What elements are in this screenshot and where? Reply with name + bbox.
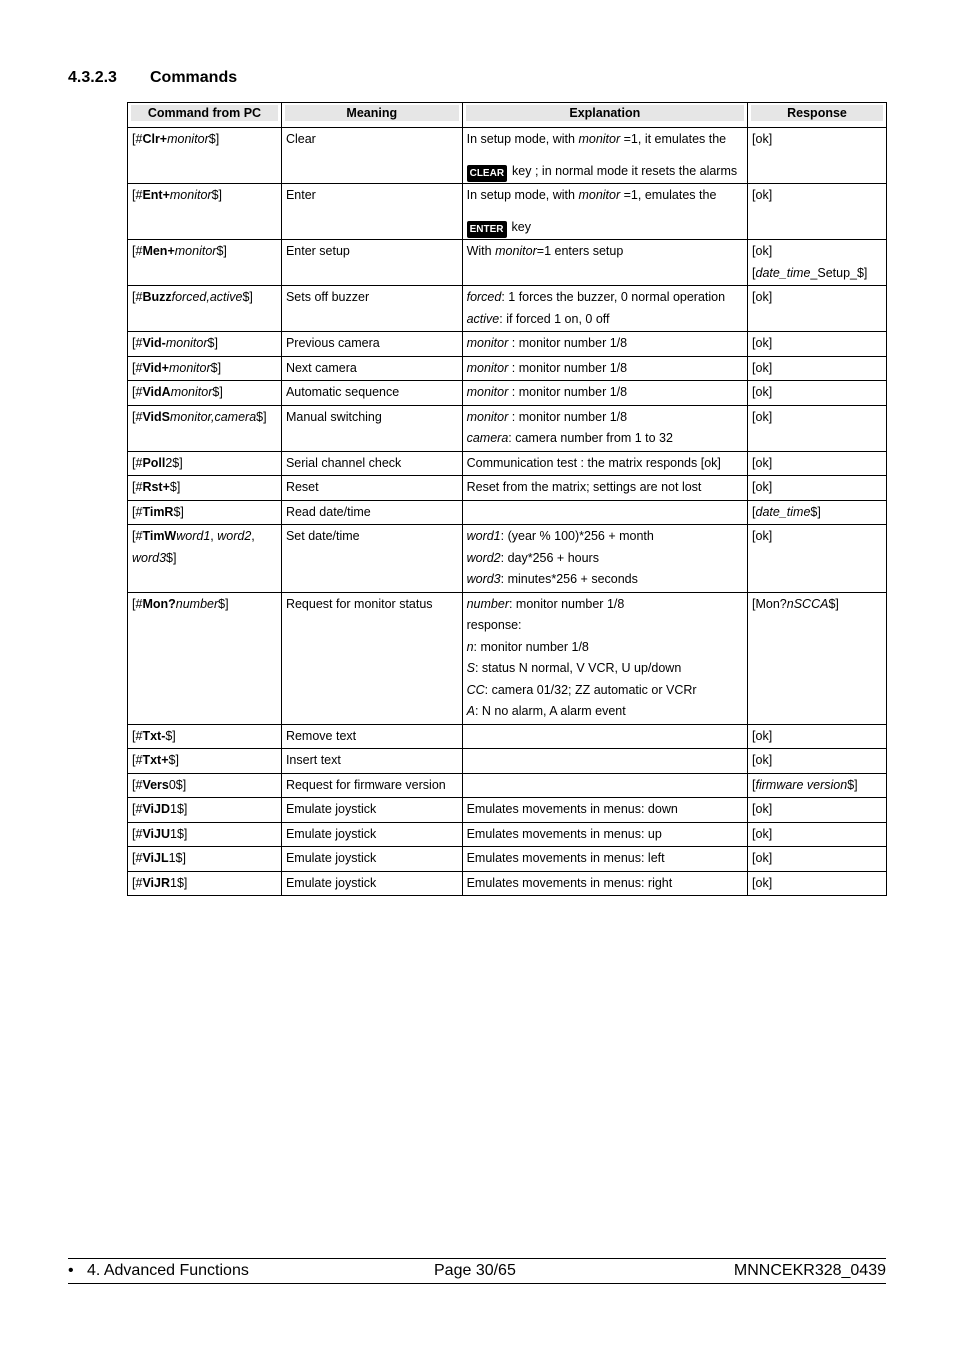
command-part: Mon? — [142, 596, 176, 611]
enter-key-icon: ENTER — [467, 221, 507, 238]
response-line: [ok] — [752, 851, 773, 865]
response-cell — [748, 405, 887, 451]
response-cell — [748, 500, 887, 525]
table-row — [128, 822, 887, 847]
explanation-cell — [462, 724, 747, 749]
commands-table — [127, 102, 887, 896]
explanation-cell — [462, 451, 747, 476]
table-row — [128, 128, 887, 184]
command-part: [# — [132, 132, 143, 146]
response-line: [ok] — [752, 529, 773, 543]
table-row — [128, 286, 887, 332]
command-part: 1$] — [170, 826, 188, 841]
command-part: $] — [166, 550, 177, 565]
meaning-cell: Enter setup — [281, 240, 462, 286]
command-part: VidA — [142, 385, 171, 399]
explanation-line: monitor : monitor number 1/8 — [466, 385, 628, 399]
command-part: monitor — [169, 188, 212, 202]
response-cell — [748, 240, 887, 286]
response-cell — [748, 749, 887, 774]
explanation-line: ENTER key — [467, 217, 744, 239]
explanation-cell — [462, 286, 747, 332]
explanation-line: S: status N normal, V VCR, U up/down — [466, 661, 682, 675]
command-cell — [128, 847, 282, 872]
explanation-line: monitor : monitor number 1/8 — [466, 336, 628, 350]
meaning-cell: Request for firmware version — [281, 773, 462, 798]
command-cell — [128, 356, 282, 381]
command-part: $] — [211, 188, 222, 202]
command-part: Vid+ — [142, 360, 169, 375]
explanation-line: forced: 1 forces the buzzer, 0 normal operation — [466, 290, 726, 304]
explanation-line: word3: minutes*256 + seconds — [466, 572, 638, 586]
section-heading — [68, 69, 237, 87]
explanation-line: active: if forced 1 on, 0 off — [466, 311, 610, 326]
response-line: [Mon?nSCCA$] — [752, 596, 839, 611]
response-line: [ok] — [752, 336, 773, 350]
command-cell — [128, 525, 282, 593]
command-part: [# — [132, 455, 143, 470]
command-part: $] — [242, 290, 253, 304]
response-cell — [748, 525, 887, 593]
explanation-cell — [462, 405, 747, 451]
table-row — [128, 773, 887, 798]
response-cell — [748, 773, 887, 798]
table-row — [128, 847, 887, 872]
table-row — [128, 184, 887, 240]
command-cell — [128, 405, 282, 451]
command-part: [# — [132, 875, 143, 890]
response-cell — [748, 356, 887, 381]
response-cell — [748, 286, 887, 332]
explanation-cell — [462, 381, 747, 406]
command-cell — [128, 128, 282, 184]
response-line: [ok] — [752, 802, 773, 816]
response-cell — [748, 128, 887, 184]
explanation-line: Emulates movements in menus: up — [466, 826, 662, 841]
command-part: [# — [132, 385, 143, 399]
command-part: VidS — [142, 409, 170, 424]
command-part: Clr+ — [142, 132, 168, 146]
meaning-cell: Next camera — [281, 356, 462, 381]
response-line: [ok] — [752, 385, 773, 399]
command-part: word1 — [176, 529, 211, 543]
command-part: [# — [132, 336, 143, 350]
explanation-cell — [462, 240, 747, 286]
explanation-line: Emulates movements in menus: left — [466, 851, 665, 865]
command-part: [# — [132, 290, 143, 304]
command-part: monitor — [167, 132, 209, 146]
command-part: [# — [132, 360, 143, 375]
command-part: ViJU — [142, 826, 171, 841]
table-row — [128, 332, 887, 357]
meaning-cell: Emulate joystick — [281, 822, 462, 847]
explanation-cell — [462, 798, 747, 823]
command-cell — [128, 500, 282, 525]
table-row — [128, 240, 887, 286]
command-part: monitor — [170, 385, 213, 399]
explanation-line: CLEAR key ; in normal mode it resets the alarms — [467, 161, 744, 183]
command-cell — [128, 381, 282, 406]
command-part: 1$] — [170, 802, 188, 816]
command-part: monitor — [168, 360, 211, 375]
meaning-cell: Remove text — [281, 724, 462, 749]
explanation-line: CC: camera 01/32; ZZ automatic or VCRr — [466, 682, 697, 697]
table-row — [128, 724, 887, 749]
command-part: [# — [132, 480, 143, 494]
table-row — [128, 871, 887, 896]
command-part: $] — [168, 753, 179, 767]
table-row — [128, 592, 887, 724]
command-part: [# — [132, 851, 143, 865]
explanation-line: number: monitor number 1/8 — [466, 596, 625, 611]
command-part: $] — [173, 504, 184, 519]
command-part: Rst+ — [142, 480, 170, 494]
table-header-row — [128, 103, 887, 128]
explanation-line: word2: day*256 + hours — [466, 550, 599, 565]
table-row — [128, 356, 887, 381]
command-part: Txt+ — [142, 753, 169, 767]
explanation-line: Emulates movements in menus: right — [466, 875, 673, 890]
meaning-cell: Emulate joystick — [281, 871, 462, 896]
explanation-cell — [462, 356, 747, 381]
explanation-line: In setup mode, with monitor =1, it emulates the — [466, 132, 727, 146]
table-row — [128, 525, 887, 593]
command-part: $] — [207, 336, 218, 350]
response-line: [ok] — [752, 360, 773, 375]
command-part: monitor — [165, 336, 208, 350]
command-part: 2$] — [165, 455, 183, 470]
response-line: [ok] — [752, 728, 773, 743]
command-cell — [128, 240, 282, 286]
explanation-cell — [462, 871, 747, 896]
response-cell — [748, 847, 887, 872]
response-line: [ok] — [752, 132, 773, 146]
command-part: Ent+ — [142, 188, 170, 202]
meaning-cell: Emulate joystick — [281, 798, 462, 823]
command-part: Vid- — [142, 336, 166, 350]
response-cell — [748, 822, 887, 847]
explanation-line: response: — [466, 618, 522, 632]
command-part: 0$] — [168, 777, 187, 792]
command-part: ViJR — [142, 875, 171, 890]
response-line: [date_time$] — [752, 504, 821, 519]
command-part: $] — [165, 728, 176, 743]
meaning-cell: Read date/time — [281, 500, 462, 525]
explanation-line: camera: camera number from 1 to 32 — [466, 431, 673, 445]
command-part: [# — [132, 596, 143, 611]
response-cell — [748, 871, 887, 896]
command-part: Men+ — [142, 244, 175, 258]
response-cell — [748, 798, 887, 823]
command-part: $] — [210, 360, 222, 375]
command-part: Txt- — [142, 728, 166, 743]
command-cell — [128, 822, 282, 847]
meaning-cell: Sets off buzzer — [281, 286, 462, 332]
table-row — [128, 749, 887, 774]
table-row — [128, 500, 887, 525]
command-part: [# — [132, 826, 143, 841]
table-row — [128, 451, 887, 476]
header-command: Command from PC — [128, 103, 282, 128]
footer-page-number: Page 30/65 — [434, 1262, 516, 1279]
explanation-line: n: monitor number 1/8 — [466, 639, 589, 654]
footer-bullet: • — [68, 1262, 74, 1279]
table-row — [128, 798, 887, 823]
command-part: $] — [169, 480, 181, 494]
response-line: [ok] — [752, 290, 773, 304]
command-part: , — [210, 529, 218, 543]
response-line: [ok] — [752, 455, 773, 470]
command-part: Vers — [142, 777, 169, 792]
explanation-cell — [462, 822, 747, 847]
response-line: [ok] — [752, 188, 773, 202]
response-cell — [748, 451, 887, 476]
command-part: [# — [132, 504, 143, 519]
command-part: monitor,camera — [170, 409, 257, 424]
command-part: TimR — [142, 504, 174, 519]
footer-doc-code: MNNCEKR328_0439 — [733, 1262, 886, 1279]
command-cell — [128, 871, 282, 896]
response-line: [date_time_Setup_$] — [752, 265, 868, 280]
explanation-cell — [462, 749, 747, 774]
command-part: Buzz — [142, 290, 172, 304]
explanation-line: In setup mode, with monitor =1, emulates the — [466, 188, 717, 202]
command-cell — [128, 184, 282, 240]
command-cell — [128, 476, 282, 501]
command-part: , — [251, 529, 255, 543]
command-cell — [128, 749, 282, 774]
command-part: word3 — [132, 550, 167, 565]
header-response: Response — [748, 103, 887, 128]
header-meaning: Meaning — [281, 103, 462, 128]
command-part: 1$] — [168, 851, 186, 865]
clear-key-icon: CLEAR — [467, 165, 507, 182]
response-cell — [748, 332, 887, 357]
meaning-cell: Automatic sequence — [281, 381, 462, 406]
meaning-cell: Clear — [281, 128, 462, 184]
response-cell — [748, 476, 887, 501]
explanation-line: monitor : monitor number 1/8 — [466, 409, 628, 424]
meaning-cell: Emulate joystick — [281, 847, 462, 872]
meaning-cell: Manual switching — [281, 405, 462, 451]
explanation-line: A: N no alarm, A alarm event — [466, 704, 626, 718]
explanation-cell — [462, 847, 747, 872]
meaning-cell: Reset — [281, 476, 462, 501]
meaning-cell: Enter — [281, 184, 462, 240]
explanation-cell — [462, 592, 747, 724]
command-cell — [128, 592, 282, 724]
command-part: 1$] — [170, 875, 188, 890]
response-line: [ok] — [752, 753, 773, 767]
command-part: [# — [132, 188, 143, 202]
command-part: number — [175, 596, 219, 611]
response-line: [ok] — [752, 875, 773, 890]
meaning-cell: Set date/time — [281, 525, 462, 593]
meaning-cell: Serial channel check — [281, 451, 462, 476]
command-cell — [128, 773, 282, 798]
meaning-cell: Previous camera — [281, 332, 462, 357]
explanation-cell — [462, 773, 747, 798]
command-part: [# — [132, 753, 143, 767]
explanation-line: Emulates movements in menus: down — [466, 802, 678, 816]
explanation-cell — [462, 128, 747, 184]
table-row — [128, 405, 887, 451]
section-number: 4.3.2.3 — [68, 69, 117, 86]
command-part: ViJD — [142, 802, 171, 816]
explanation-line: With monitor=1 enters setup — [466, 244, 624, 258]
table-body — [128, 128, 887, 896]
response-line: [ok] — [752, 244, 773, 258]
explanation-line: monitor : monitor number 1/8 — [466, 360, 628, 375]
command-part: $] — [216, 244, 227, 258]
command-cell — [128, 798, 282, 823]
command-part: TimW — [142, 529, 177, 543]
command-part: [# — [132, 409, 143, 424]
table-row — [128, 476, 887, 501]
section-title: Commands — [150, 69, 238, 86]
command-part: forced,active — [171, 290, 243, 304]
explanation-line: Communication test : the matrix responds [ok] — [466, 455, 721, 470]
command-part: Poll — [142, 455, 166, 470]
explanation-cell — [462, 476, 747, 501]
command-part: word2 — [217, 529, 252, 543]
meaning-cell: Request for monitor status — [281, 592, 462, 724]
command-part: [# — [132, 777, 143, 792]
explanation-cell — [462, 332, 747, 357]
command-part: $] — [212, 385, 223, 399]
explanation-line: word1: (year % 100)*256 + month — [466, 529, 654, 543]
response-line: [ok] — [752, 826, 773, 841]
command-part: [# — [132, 244, 143, 258]
explanation-cell — [462, 525, 747, 593]
command-cell — [128, 451, 282, 476]
response-cell — [748, 184, 887, 240]
header-explanation: Explanation — [462, 103, 747, 128]
explanation-cell — [462, 184, 747, 240]
response-cell — [748, 592, 887, 724]
command-part: $] — [208, 132, 220, 146]
response-line: [ok] — [752, 480, 773, 494]
footer-chapter: 4. Advanced Functions — [86, 1262, 249, 1279]
command-part: [# — [132, 802, 143, 816]
response-line: [ok] — [752, 409, 773, 424]
command-part: [# — [132, 728, 143, 743]
command-part: monitor — [174, 244, 217, 258]
command-cell — [128, 332, 282, 357]
response-line: [firmware version$] — [752, 777, 858, 792]
command-part: [# — [132, 529, 143, 543]
command-cell — [128, 724, 282, 749]
page-footer — [68, 1258, 886, 1284]
response-cell — [748, 724, 887, 749]
command-part: ViJL — [142, 851, 169, 865]
table-row — [128, 381, 887, 406]
explanation-cell — [462, 500, 747, 525]
command-cell — [128, 286, 282, 332]
command-part: $] — [256, 409, 267, 424]
meaning-cell: Insert text — [281, 749, 462, 774]
command-part: $] — [218, 596, 229, 611]
explanation-line: Reset from the matrix; settings are not lost — [466, 480, 702, 494]
response-cell — [748, 381, 887, 406]
